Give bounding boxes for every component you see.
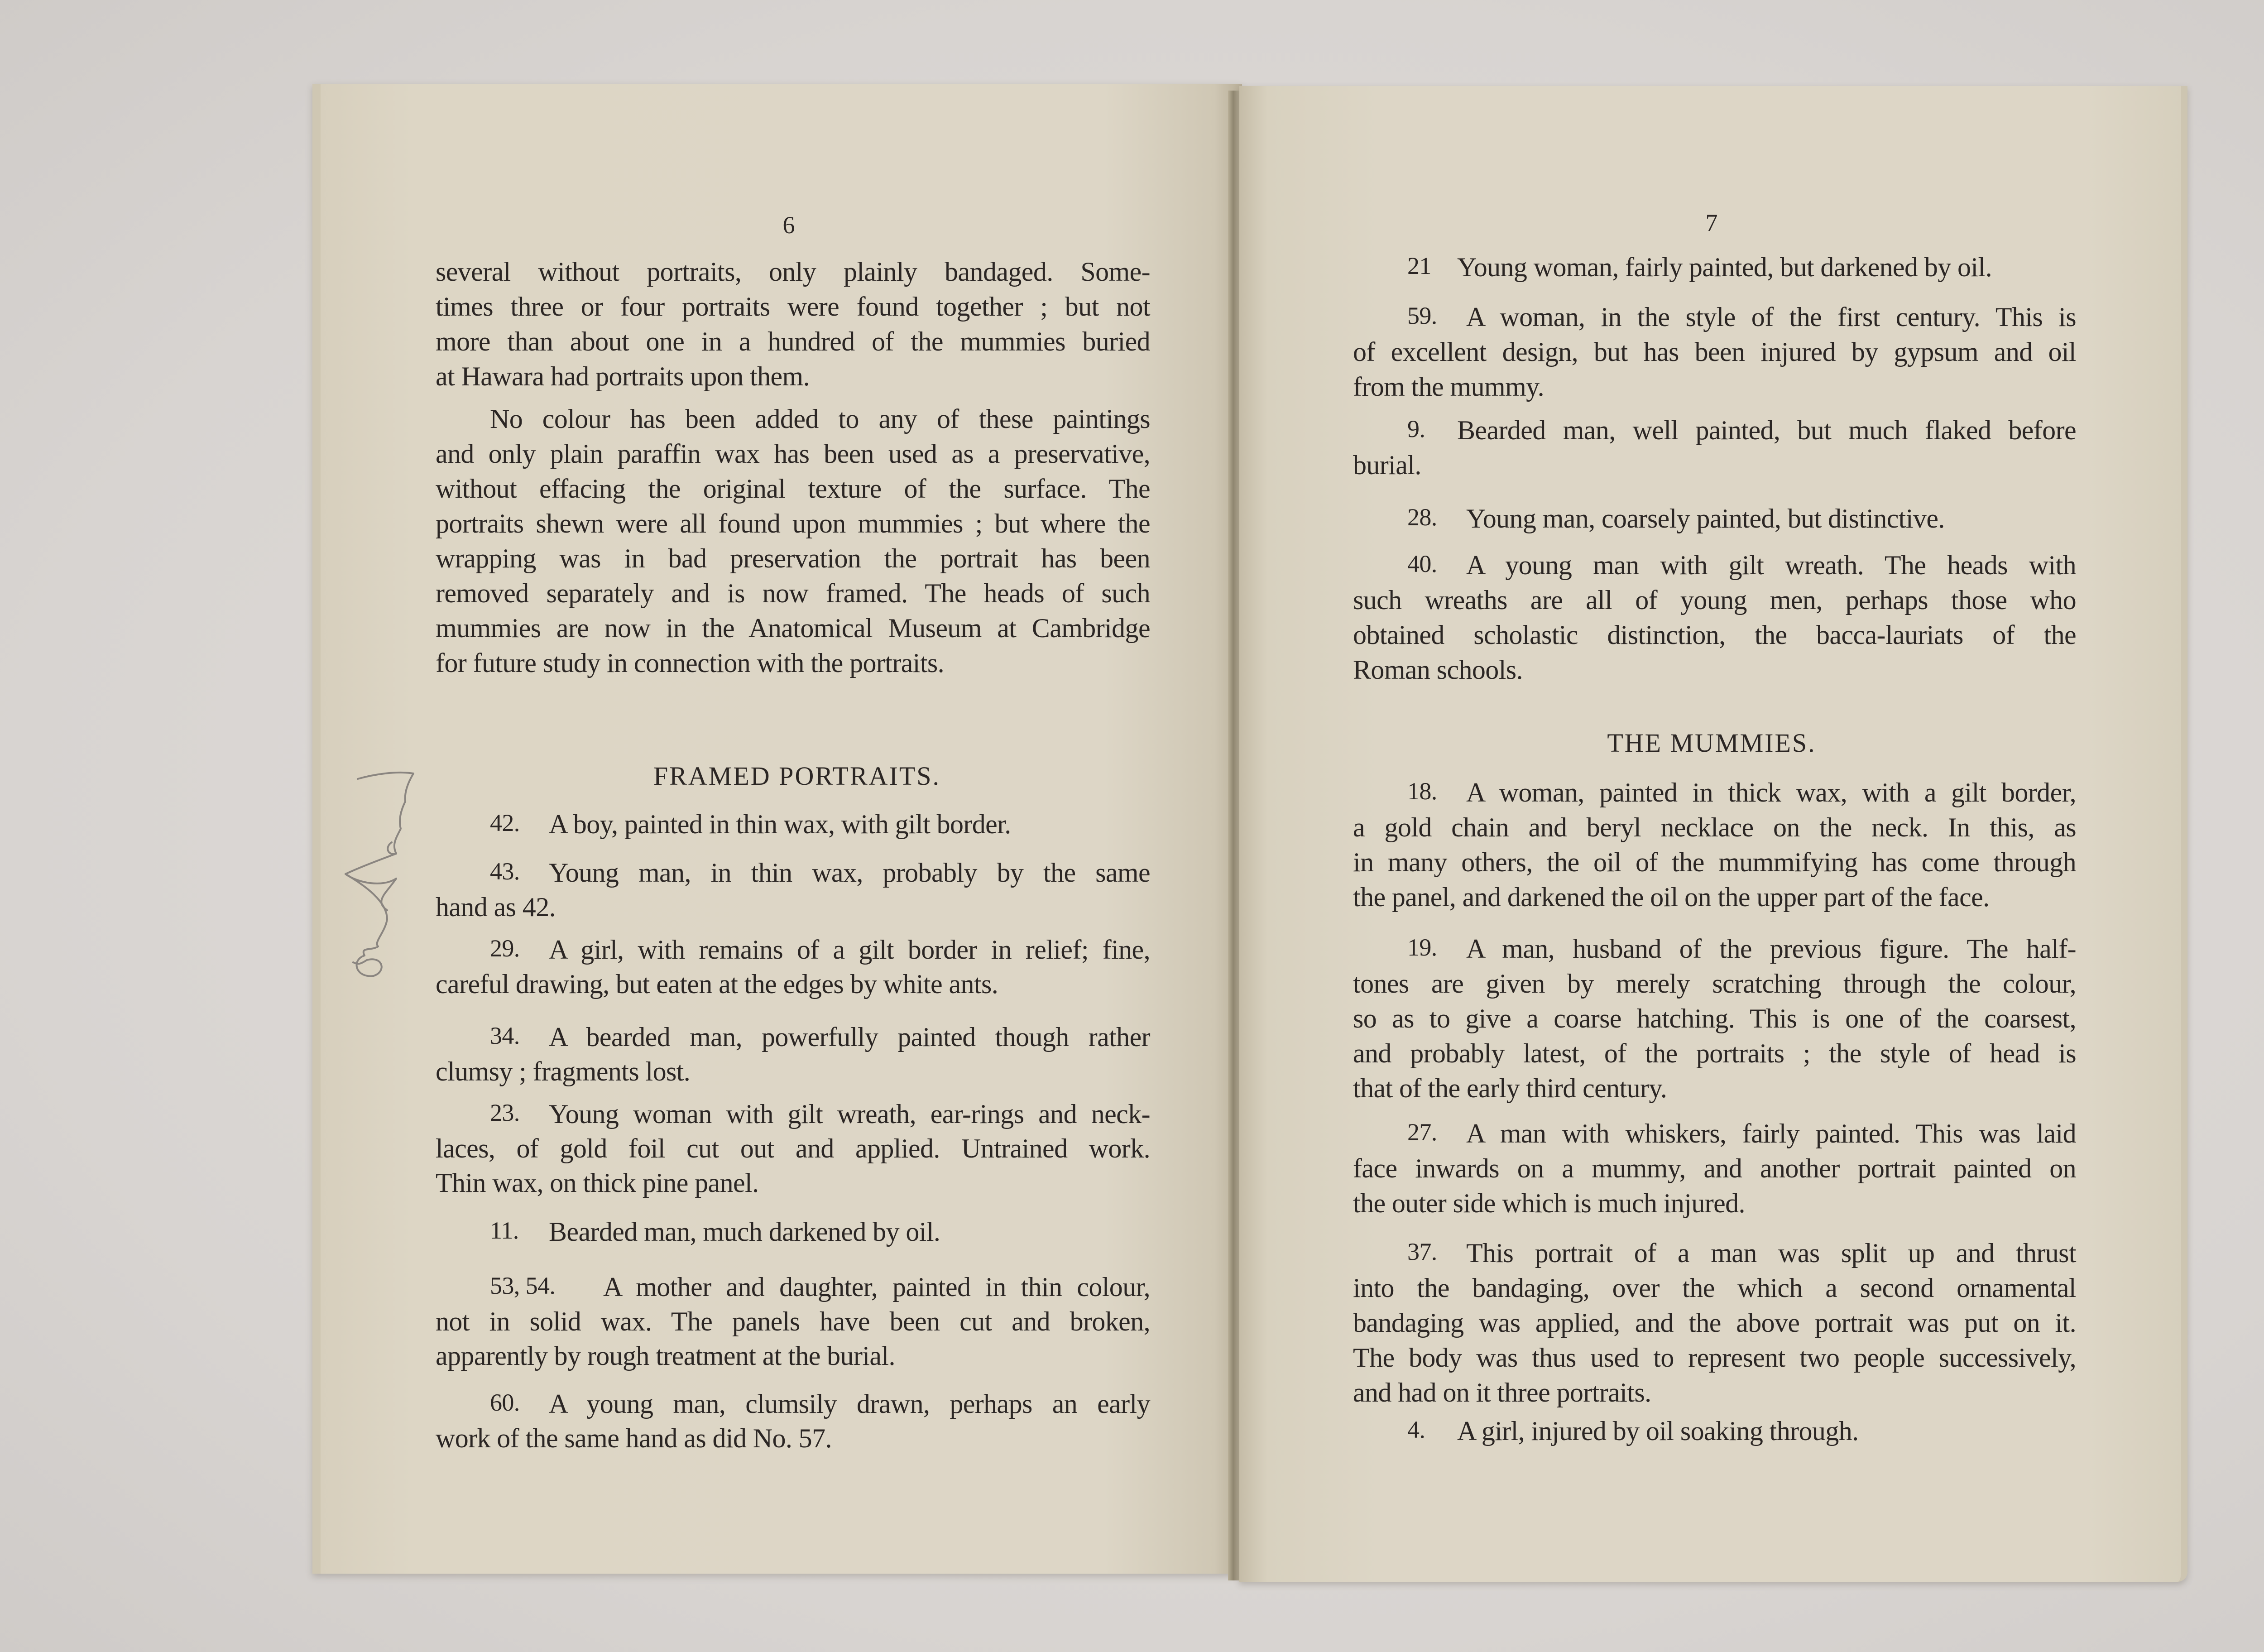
entry-text: Bearded man, well painted, but much flaked before <box>1457 415 2076 445</box>
pencil-stroke <box>388 802 405 854</box>
left-page-number: 6 <box>782 211 795 239</box>
entry-text-continued: laces, of gold foil cut out and applied. Untrained work. <box>436 1133 1150 1163</box>
entry-number: 4. <box>1407 1416 1425 1443</box>
entry-text-continued: face inwards on a mummy, and another portrait painted on <box>1353 1153 2076 1183</box>
entry-text-continued: into the bandaging, over the which a second ornamental <box>1353 1273 2076 1303</box>
entry-number: 60. <box>490 1389 520 1416</box>
entry-number: 28. <box>1407 504 1437 531</box>
body-text-line: several without portraits, only plainly bandaged. Some- <box>436 257 1150 287</box>
pencil-stroke <box>353 956 382 976</box>
entry-text: A woman, painted in thick wax, with a gilt border, <box>1466 778 2076 807</box>
body-text-line: for future study in connection with the portraits. <box>436 648 945 678</box>
entry-text-continued: the outer side which is much injured. <box>1353 1188 1745 1218</box>
entry-number: 18. <box>1407 778 1437 805</box>
entry-text-continued: Roman schools. <box>1353 655 1523 685</box>
entry-number: 19. <box>1407 934 1437 961</box>
entry-text-continued: apparently by rough treatment at the burial. <box>436 1341 895 1371</box>
entry-text: Young man, coarsely painted, but distinctive. <box>1466 504 1945 533</box>
body-text-line: wrapping was in bad preservation the portrait has been <box>436 543 1150 573</box>
entry-text-continued: in many others, the oil of the mummifying has come through <box>1353 847 2076 877</box>
entry-text-continued: hand as 42. <box>436 892 556 922</box>
framed-portraits-heading: FRAMED PORTRAITS. <box>653 761 941 791</box>
body-text-line: No colour has been added to any of these paintings <box>490 404 1150 434</box>
entry-text: Young woman, fairly painted, but darkened by oil. <box>1457 252 1992 282</box>
entry-text-continued: Thin wax, on thick pine panel. <box>436 1168 759 1198</box>
entry-text: A young man, clumsily drawn, perhaps an early <box>549 1389 1150 1419</box>
entry-text-continued: so as to give a coarse hatching. This is one of the coarsest, <box>1353 1004 2076 1033</box>
entry-text-continued: of excellent design, but has been injured by gypsum and oil <box>1353 337 2076 367</box>
handwritten-margin-note <box>333 765 423 1001</box>
entry-text: A boy, painted in thin wax, with gilt border. <box>549 809 1011 839</box>
right-page-number: 7 <box>1705 209 1718 236</box>
entry-number: 53, 54. <box>490 1272 556 1299</box>
entry-text: A mother and daughter, painted in thin colour, <box>603 1272 1150 1302</box>
entry-text: Young woman with gilt wreath, ear-rings and neck- <box>549 1099 1150 1129</box>
entry-text-continued: a gold chain and beryl necklace on the neck. In this, as <box>1353 812 2076 842</box>
body-text-line: without effacing the original texture of the surface. The <box>436 474 1150 504</box>
entry-number: 59. <box>1407 302 1437 329</box>
body-text-line: times three or four portraits were found together ; but not <box>436 292 1150 322</box>
entry-text-continued: and probably latest, of the portraits ; the style of head is <box>1353 1038 2076 1068</box>
body-text-line: removed separately and is now framed. The heads of such <box>436 578 1150 608</box>
entry-text-continued: work of the same hand as did No. 57. <box>436 1423 832 1453</box>
entry-text: A bearded man, powerfully painted though rather <box>549 1022 1150 1052</box>
body-text-line: more than about one in a hundred of the mummies buried <box>436 327 1150 356</box>
entry-number: 43. <box>490 858 520 885</box>
pencil-stroke <box>345 854 396 910</box>
entry-text-continued: clumsy ; fragments lost. <box>436 1057 691 1086</box>
entry-number: 27. <box>1407 1119 1437 1146</box>
entry-text: Bearded man, much darkened by oil. <box>549 1217 940 1247</box>
body-text-line: portraits shewn were all found upon mummies ; but where the <box>436 509 1150 538</box>
pencil-stroke <box>358 773 413 802</box>
body-text-line: at Hawara had portraits upon them. <box>436 361 810 391</box>
body-text-line: and only plain paraffin wax has been used as a preservative, <box>436 439 1150 469</box>
entry-text-continued: tones are given by merely scratching through the colour, <box>1353 969 2076 999</box>
entry-text: This portrait of a man was split up and thrust <box>1466 1238 2076 1268</box>
body-text-line: mummies are now in the Anatomical Museum at Cambridge <box>436 613 1150 643</box>
entry-number: 9. <box>1407 415 1425 442</box>
entry-number: 37. <box>1407 1238 1437 1265</box>
entry-number: 40. <box>1407 550 1437 577</box>
entry-number: 23. <box>490 1099 520 1126</box>
pencil-stroke <box>345 874 387 956</box>
entry-text-continued: from the mummy. <box>1353 372 1545 402</box>
entry-text: A man with whiskers, fairly painted. This was laid <box>1466 1119 2076 1148</box>
entry-text: A girl, with remains of a gilt border in relief; fine, <box>549 935 1150 965</box>
entry-text: A girl, injured by oil soaking through. <box>1457 1416 1859 1446</box>
entry-text: A young man with gilt wreath. The heads with <box>1466 550 2076 580</box>
the-mummies-heading: THE MUMMIES. <box>1607 728 1816 758</box>
entry-number: 21 <box>1407 252 1431 279</box>
entry-text-continued: the panel, and darkened the oil on the upper part of the face. <box>1353 882 1990 912</box>
entry-text-continued: that of the early third century. <box>1353 1073 1667 1103</box>
entry-text-continued: obtained scholastic distinction, the bacca-lauriats of the <box>1353 620 2076 650</box>
entry-text-continued: bandaging was applied, and the above portrait was put on it. <box>1353 1308 2076 1338</box>
entry-number: 11. <box>490 1217 519 1244</box>
entry-text: A man, husband of the previous figure. The half- <box>1466 934 2076 964</box>
book-gutter <box>1228 91 1240 1580</box>
entry-text-continued: The body was thus used to represent two people successively, <box>1353 1343 2076 1373</box>
entry-text: Young man, in thin wax, probably by the same <box>549 858 1150 888</box>
entry-text-continued: and had on it three portraits. <box>1353 1378 1651 1407</box>
entry-number: 42. <box>490 809 520 836</box>
entry-text-continued: careful drawing, but eaten at the edges by white ants. <box>436 969 998 999</box>
entry-text: A woman, in the style of the first century. This is <box>1466 302 2076 332</box>
entry-text-continued: not in solid wax. The panels have been cut and broken, <box>436 1306 1150 1336</box>
entry-number: 34. <box>490 1022 520 1049</box>
entry-number: 29. <box>490 935 520 962</box>
entry-text-continued: such wreaths are all of young men, perhaps those who <box>1353 585 2076 615</box>
entry-text-continued: burial. <box>1353 450 1421 480</box>
